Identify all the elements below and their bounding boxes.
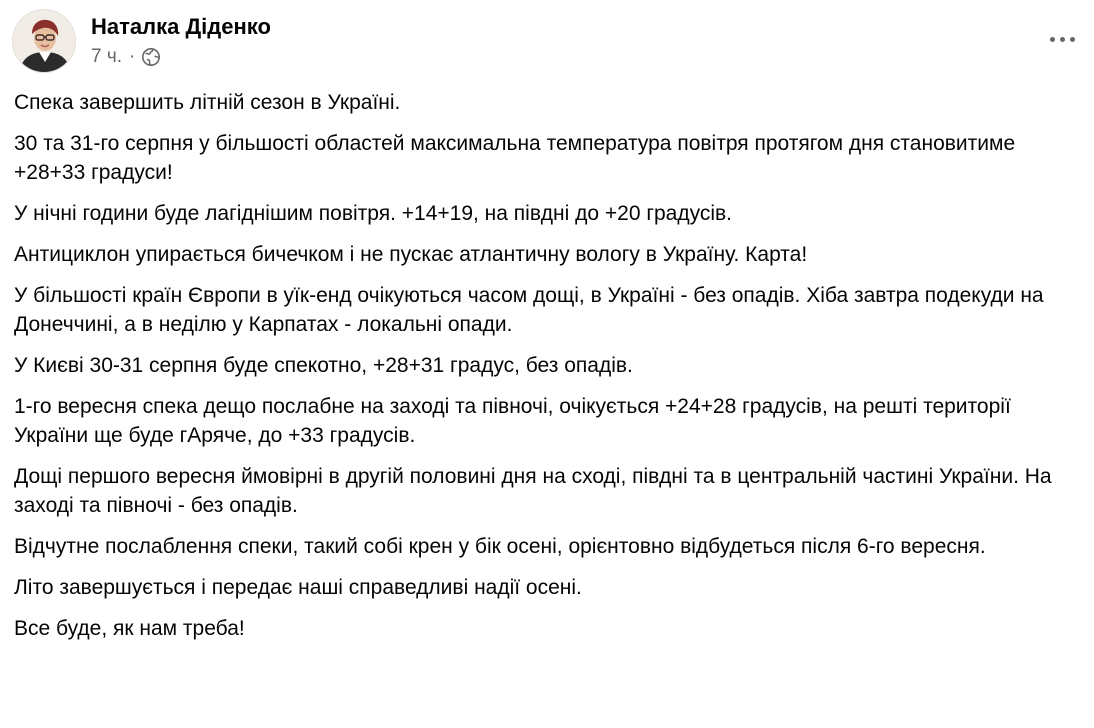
more-options-icon[interactable] — [1042, 23, 1082, 55]
post-paragraph: 1-го вересня спека дещо послабне на заході та півночі, очікується +24+28 градусів, на решті території України ще буде гАряче, до +33 градусів. — [14, 395, 1011, 447]
post-timestamp[interactable]: 7 ч. — [91, 46, 123, 67]
post-paragraph: Антициклон упирається бичечком і не пускає атлантичну вологу в Україну. Карта! — [14, 243, 808, 266]
author-name[interactable]: Наталка Діденко — [91, 14, 271, 39]
post-paragraph: У більшості країн Європи в уїк-енд очікуються часом дощі, в Україні - без опадів. Хіба завтра подекуди на Донеччині, а в неділю у Карпатах - локальні опади. — [14, 284, 1044, 336]
post-paragraph: Спека завершить літній сезон в Україні. — [14, 91, 401, 114]
post-meta — [91, 46, 161, 68]
meta-separator: · — [129, 46, 136, 67]
post-paragraph: 30 та 31-го серпня у більшості областей максимальна температура повітря протягом дня становитиме +28+33 градуси! — [14, 132, 1016, 184]
post-paragraph: У Києві 30-31 серпня буде спекотно, +28+31 градус, без опадів. — [14, 354, 633, 377]
post-header — [12, 9, 1082, 75]
avatar-portrait-icon — [13, 10, 76, 73]
post-text — [14, 88, 1084, 655]
author-avatar[interactable] — [12, 9, 76, 73]
post-paragraph: У нічні години буде лагіднішим повітря. +14+19, на півдні до +20 градусів. — [14, 202, 733, 225]
post-paragraph: Відчутне послаблення спеки, такий собі крен у бік осені, орієнтовно відбудеться після 6-го вересня. — [14, 535, 986, 558]
globe-icon[interactable] — [141, 47, 161, 67]
post-paragraph: Літо завершується і передає наші справедливі надії осені. — [14, 576, 582, 599]
post-paragraph: Все буде, як нам треба! — [14, 617, 245, 640]
post-paragraph: Дощі першого вересня ймовірні в другій половині дня на сході, півдні та в центральній частині України. На заході та півночі - без опадів. — [14, 465, 1052, 517]
